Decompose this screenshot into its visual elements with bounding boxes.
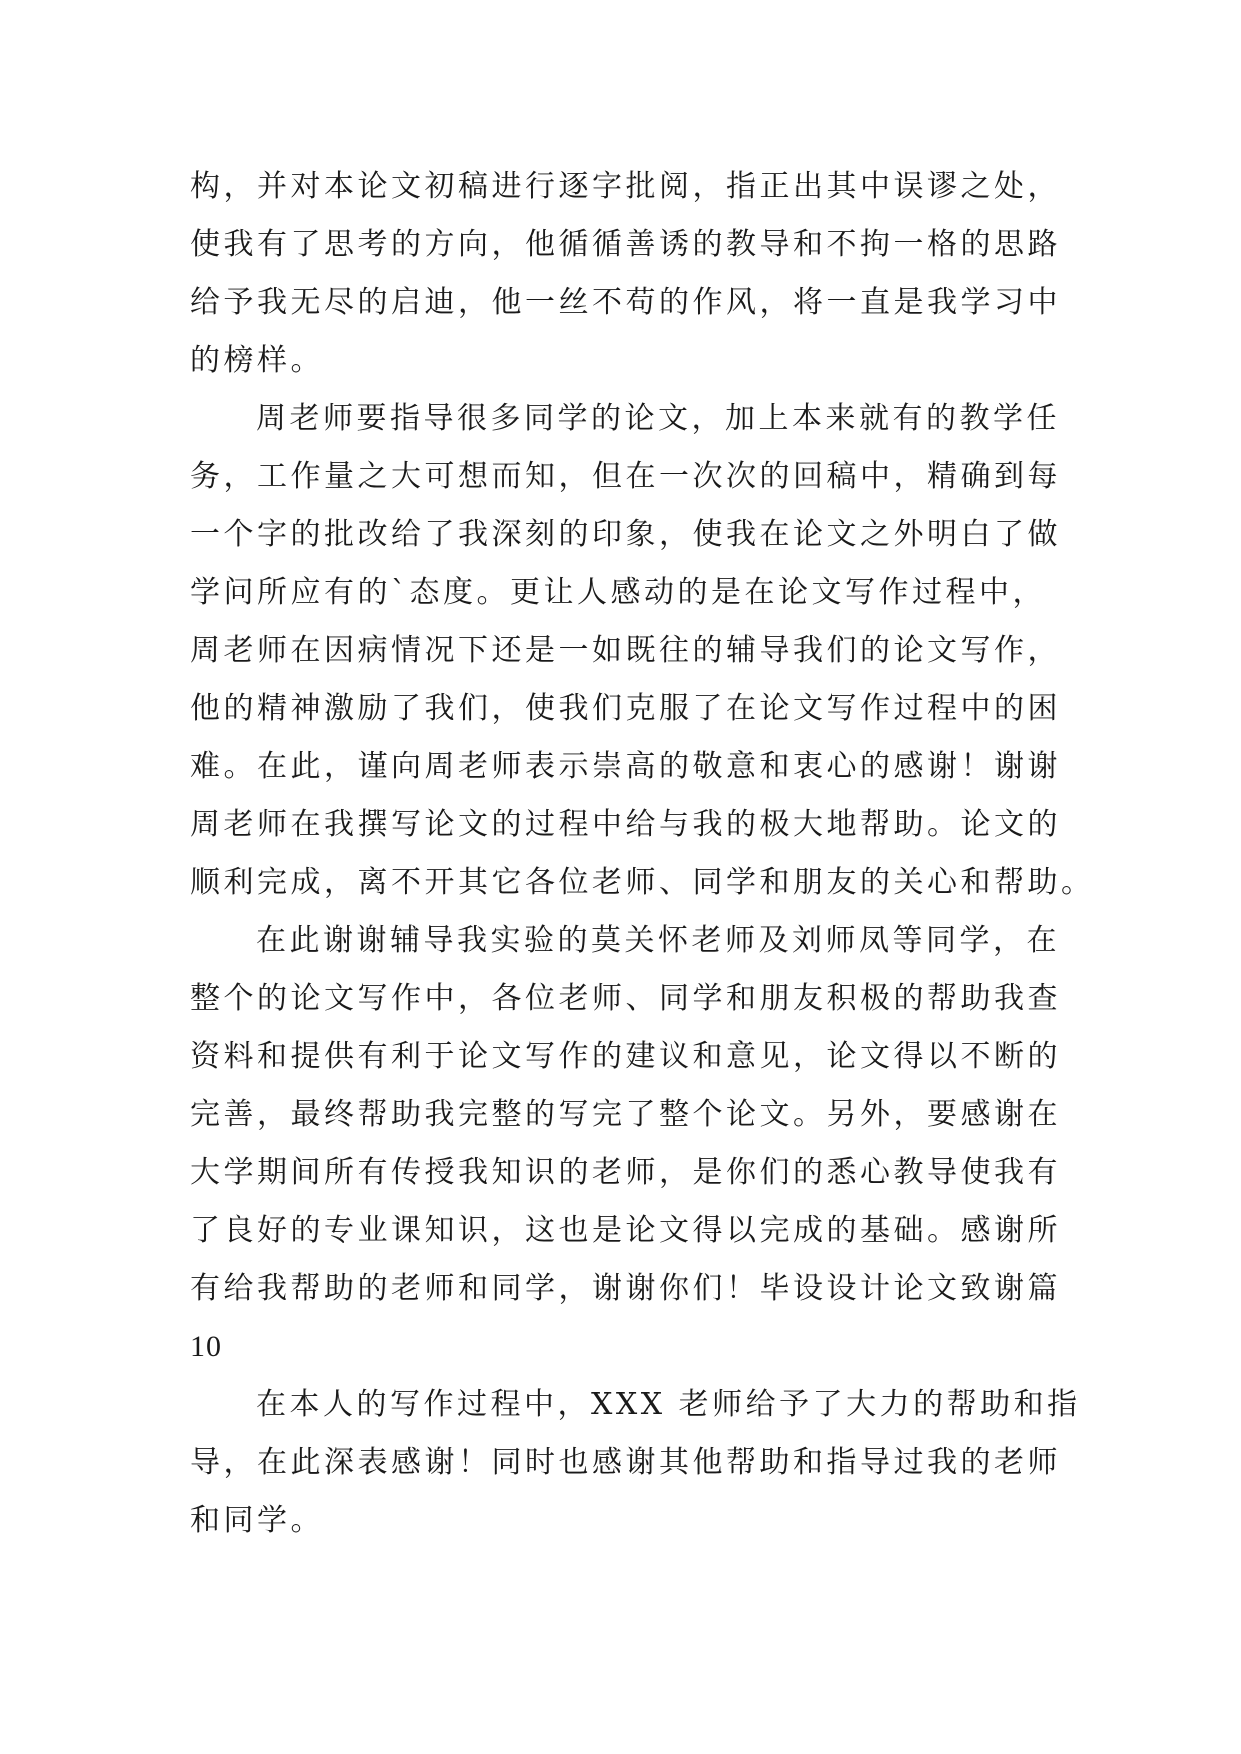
text-line: 的榜样。 — [190, 343, 324, 378]
text-line: 大学期间所有传授我知识的老师，是你们的悉心教导使我有 — [190, 1155, 1061, 1190]
text-line: 完善，最终帮助我完整的写完了整个论文。另外，要感谢在 — [190, 1097, 1061, 1132]
text-line: 顺利完成，离不开其它各位老师、同学和朋友的关心和帮助。 — [190, 865, 1095, 900]
text-line: 导，在此深表感谢！同时也感谢其他帮助和指导过我的老师 — [190, 1445, 1061, 1480]
text-line: 使我有了思考的方向，他循循善诱的教导和不拘一格的思路 — [190, 227, 1061, 262]
paragraph-first-line: 周老师要指导很多同学的论文，加上本来就有的教学任 — [256, 401, 1060, 436]
paragraph-first-line: 在此谢谢辅导我实验的莫关怀老师及刘师凤等同学，在 — [256, 923, 1060, 958]
text-line: 整个的论文写作中，各位老师、同学和朋友积极的帮助我查 — [190, 981, 1061, 1016]
text-line: 周老师在我撰写论文的过程中给与我的极大地帮助。论文的 — [190, 807, 1061, 842]
text-line: 周老师在因病情况下还是一如既往的辅导我们的论文写作， — [190, 633, 1061, 668]
text-line: 难。在此，谨向周老师表示崇高的敬意和衷心的感谢！谢谢 — [190, 749, 1061, 784]
paragraph-first-line: 在本人的写作过程中，XXX 老师给予了大力的帮助和指 — [256, 1387, 1081, 1422]
text-line: 构，并对本论文初稿进行逐字批阅，指正出其中误谬之处， — [190, 169, 1061, 204]
text-line: 一个字的批改给了我深刻的印象，使我在论文之外明白了做 — [190, 517, 1061, 552]
text-line: 务，工作量之大可想而知，但在一次次的回稿中，精确到每 — [190, 459, 1061, 494]
text-line: 他的精神激励了我们，使我们克服了在论文写作过程中的困 — [190, 691, 1061, 726]
text-line: 和同学。 — [190, 1503, 324, 1538]
text-line: 学问所应有的`态度。更让人感动的是在论文写作过程中， — [190, 575, 1046, 610]
text-line: 有给我帮助的老师和同学，谢谢你们！毕设设计论文致谢篇 — [190, 1271, 1061, 1306]
text-line: 资料和提供有利于论文写作的建议和意见，论文得以不断的 — [190, 1039, 1061, 1074]
text-line: 了良好的专业课知识，这也是论文得以完成的基础。感谢所 — [190, 1213, 1061, 1248]
document-body — [190, 158, 1095, 1550]
text-line: 给予我无尽的启迪，他一丝不苟的作风，将一直是我学习中 — [190, 285, 1061, 320]
section-number: 10 — [190, 1330, 222, 1363]
